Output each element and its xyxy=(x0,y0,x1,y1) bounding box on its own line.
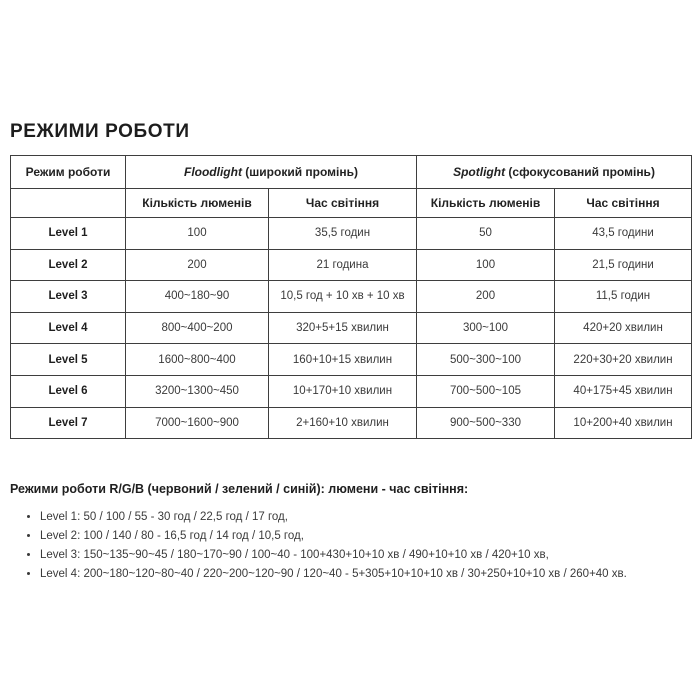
spot-lumens-value: 900~500~330 xyxy=(417,407,555,439)
flood-time-value: 35,5 годин xyxy=(269,218,417,250)
flood-time-value: 10,5 год + 10 хв + 10 хв xyxy=(269,281,417,313)
spot-lumens-header: Кількість люменів xyxy=(417,189,555,218)
table-row-level-4 xyxy=(11,312,692,344)
spotlight-group-header xyxy=(417,156,692,189)
spot-lumens-value: 700~500~105 xyxy=(417,375,555,407)
spotlight-mode-desc: (сфокусований промінь) xyxy=(505,165,655,179)
flood-lumens-header: Кількість люменів xyxy=(126,189,269,218)
flood-time-header: Час світіння xyxy=(269,189,417,218)
flood-lumens-value: 3200~1300~450 xyxy=(126,375,269,407)
flood-time-value: 21 година xyxy=(269,249,417,281)
operating-modes-table xyxy=(10,155,692,439)
spot-time-value: 420+20 хвилин xyxy=(555,312,692,344)
rgb-list-item-level-4: • Level 4: 200~180~120~80~40 / 220~200~120~90 / 120~40 - 5+305+10+10+10 хв / 30+250+10+10 хв / 260+40 хв. xyxy=(40,565,627,584)
level-label: Level 6 xyxy=(11,375,126,407)
spot-lumens-value: 500~300~100 xyxy=(417,344,555,376)
level-label: Level 5 xyxy=(11,344,126,376)
flood-lumens-value: 800~400~200 xyxy=(126,312,269,344)
spot-time-value: 10+200+40 хвилин xyxy=(555,407,692,439)
level-label: Level 2 xyxy=(11,249,126,281)
rgb-list-item-level-1: • Level 1: 50 / 100 / 55 - 30 год / 22,5 год / 17 год, xyxy=(40,508,627,527)
level-label: Level 1 xyxy=(11,218,126,250)
spot-time-value: 40+175+45 хвилин xyxy=(555,375,692,407)
level-label: Level 7 xyxy=(11,407,126,439)
spot-lumens-value: 200 xyxy=(417,281,555,313)
page-title: РЕЖИМИ РОБОТИ xyxy=(10,121,190,142)
table-sub-header-row xyxy=(11,189,692,218)
spot-lumens-value: 50 xyxy=(417,218,555,250)
flood-lumens-value: 7000~1600~900 xyxy=(126,407,269,439)
spot-time-value: 11,5 годин xyxy=(555,281,692,313)
flood-lumens-value: 1600~800~400 xyxy=(126,344,269,376)
spot-lumens-value: 100 xyxy=(417,249,555,281)
table-row-level-2 xyxy=(11,249,692,281)
flood-time-value: 2+160+10 хвилин xyxy=(269,407,417,439)
flood-lumens-value: 200 xyxy=(126,249,269,281)
level-label: Level 4 xyxy=(11,312,126,344)
floodlight-group-header xyxy=(126,156,417,189)
spot-time-value: 220+30+20 хвилин xyxy=(555,344,692,376)
spot-time-value: 43,5 години xyxy=(555,218,692,250)
floodlight-mode-desc: (широкий промінь) xyxy=(241,165,359,179)
rgb-modes-heading: Режими роботи R/G/B (червоний / зелений / синій): люмени - час світіння: xyxy=(10,482,469,496)
rgb-list-item-level-3: • Level 3: 150~135~90~45 / 180~170~90 / 100~40 - 100+430+10+10 хв / 490+10+10 хв / 420+10 хв, xyxy=(40,546,627,565)
level-label: Level 3 xyxy=(11,281,126,313)
spot-lumens-value: 300~100 xyxy=(417,312,555,344)
empty-corner-cell xyxy=(11,189,126,218)
rgb-list-item-level-2: • Level 2: 100 / 140 / 80 - 16,5 год / 14 год / 10,5 год, xyxy=(40,527,627,546)
floodlight-mode-name: Floodlight xyxy=(183,165,242,179)
spot-time-header: Час світіння xyxy=(555,189,692,218)
table-row-level-7 xyxy=(11,407,692,439)
table-group-header-row xyxy=(11,156,692,189)
flood-lumens-value: 400~180~90 xyxy=(126,281,269,313)
table-row-level-5 xyxy=(11,344,692,376)
spot-time-value: 21,5 години xyxy=(555,249,692,281)
flood-lumens-value: 100 xyxy=(126,218,269,250)
flood-time-value: 160+10+15 хвилин xyxy=(269,344,417,376)
table-row-level-3 xyxy=(11,281,692,313)
table-row-level-6 xyxy=(11,375,692,407)
flood-time-value: 320+5+15 хвилин xyxy=(269,312,417,344)
rgb-modes-list xyxy=(10,508,627,584)
table-row-level-1 xyxy=(11,218,692,250)
mode-column-header: Режим роботи xyxy=(11,156,126,189)
spotlight-mode-name: Spotlight xyxy=(453,165,506,179)
flood-time-value: 10+170+10 хвилин xyxy=(269,375,417,407)
